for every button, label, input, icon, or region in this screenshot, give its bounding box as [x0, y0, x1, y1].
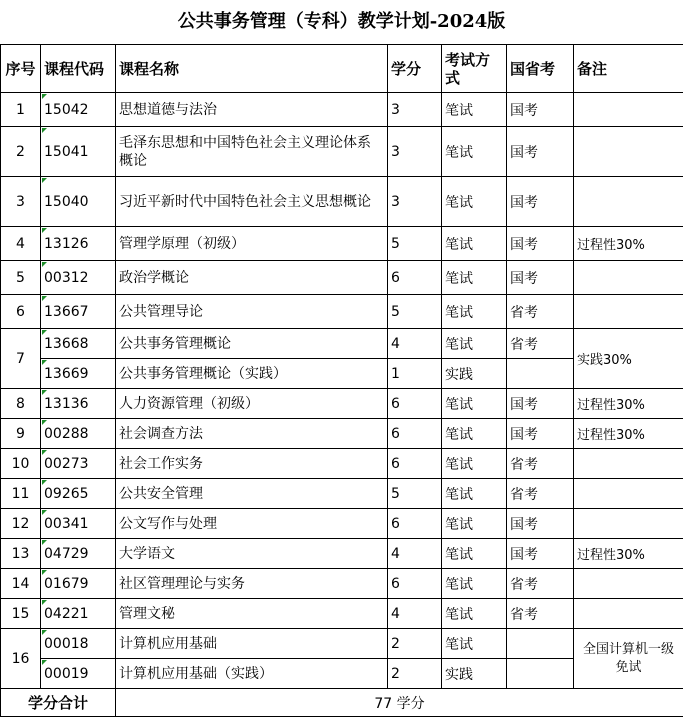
cell-code: 00288	[41, 419, 116, 449]
cell-note	[574, 569, 683, 599]
cell-level: 国考	[507, 261, 574, 295]
cell-code: 04729	[41, 539, 116, 569]
cell-seq: 3	[1, 177, 41, 227]
cell-note	[574, 449, 683, 479]
cell-name: 公共管理导论	[116, 295, 388, 329]
cell-name: 计算机应用基础	[116, 629, 388, 659]
cell-credit: 3	[388, 177, 442, 227]
cell-code: 15040	[41, 177, 116, 227]
cell-code: 13126	[41, 227, 116, 261]
cell-credit: 3	[388, 93, 442, 127]
cell-credit: 2	[388, 659, 442, 689]
cell-method: 笔试	[442, 539, 507, 569]
cell-code: 13669	[41, 359, 116, 389]
table-row	[1, 539, 683, 569]
course-table	[0, 44, 683, 717]
table-row	[1, 127, 683, 177]
cell-code: 00273	[41, 449, 116, 479]
cell-credit: 4	[388, 329, 442, 359]
table-row	[1, 629, 683, 659]
cell-seq: 11	[1, 479, 41, 509]
header-name: 课程名称	[116, 45, 388, 93]
cell-name: 毛泽东思想和中国特色社会主义理论体系概论	[116, 127, 388, 177]
cell-code: 13668	[41, 329, 116, 359]
cell-code: 01679	[41, 569, 116, 599]
cell-code: 00341	[41, 509, 116, 539]
cell-name: 思想道德与法治	[116, 93, 388, 127]
cell-level: 国考	[507, 177, 574, 227]
cell-method: 笔试	[442, 261, 507, 295]
header-note: 备注	[574, 45, 683, 93]
cell-level: 国考	[507, 127, 574, 177]
cell-level: 省考	[507, 599, 574, 629]
cell-method: 笔试	[442, 419, 507, 449]
cell-method: 笔试	[442, 629, 507, 659]
cell-credit: 5	[388, 295, 442, 329]
cell-method: 笔试	[442, 93, 507, 127]
cell-name: 社区管理理论与实务	[116, 569, 388, 599]
cell-note	[574, 479, 683, 509]
cell-credit: 4	[388, 539, 442, 569]
header-exam-method: 考试方式	[442, 45, 507, 93]
table-row	[1, 419, 683, 449]
cell-note	[574, 295, 683, 329]
cell-method: 笔试	[442, 479, 507, 509]
cell-name: 管理学原理（初级）	[116, 227, 388, 261]
cell-seq: 1	[1, 93, 41, 127]
cell-seq: 12	[1, 509, 41, 539]
cell-credit: 6	[388, 449, 442, 479]
cell-note: 过程性30%	[574, 539, 683, 569]
cell-credit: 6	[388, 419, 442, 449]
cell-name: 公文写作与处理	[116, 509, 388, 539]
table-row	[1, 261, 683, 295]
cell-credit: 6	[388, 261, 442, 295]
cell-note: 过程性30%	[574, 419, 683, 449]
cell-level	[507, 629, 574, 659]
cell-method: 笔试	[442, 227, 507, 261]
cell-seq: 16	[1, 629, 41, 689]
header-row	[1, 45, 683, 93]
cell-level	[507, 659, 574, 689]
cell-credit: 5	[388, 479, 442, 509]
cell-code: 13136	[41, 389, 116, 419]
table-row	[1, 389, 683, 419]
cell-method: 笔试	[442, 177, 507, 227]
cell-code: 00019	[41, 659, 116, 689]
header-seq: 序号	[1, 45, 41, 93]
table-row	[1, 509, 683, 539]
cell-name: 习近平新时代中国特色社会主义思想概论	[116, 177, 388, 227]
cell-seq: 14	[1, 569, 41, 599]
cell-note: 实践30%	[574, 329, 683, 389]
cell-credit: 6	[388, 569, 442, 599]
cell-note	[574, 261, 683, 295]
cell-name: 管理文秘	[116, 599, 388, 629]
cell-method: 笔试	[442, 295, 507, 329]
cell-seq: 5	[1, 261, 41, 295]
cell-name: 公共事务管理概论（实践）	[116, 359, 388, 389]
cell-method: 笔试	[442, 389, 507, 419]
cell-seq: 6	[1, 295, 41, 329]
table-row	[1, 329, 683, 359]
cell-level	[507, 359, 574, 389]
cell-name: 公共事务管理概论	[116, 329, 388, 359]
cell-name: 公共安全管理	[116, 479, 388, 509]
cell-name: 政治学概论	[116, 261, 388, 295]
cell-level: 国考	[507, 419, 574, 449]
cell-credit: 1	[388, 359, 442, 389]
table-row	[1, 599, 683, 629]
cell-method: 笔试	[442, 569, 507, 599]
cell-credit: 6	[388, 389, 442, 419]
header-code: 课程代码	[41, 45, 116, 93]
cell-credit: 2	[388, 629, 442, 659]
cell-method: 笔试	[442, 599, 507, 629]
cell-method: 笔试	[442, 449, 507, 479]
cell-name: 社会工作实务	[116, 449, 388, 479]
cell-level: 国考	[507, 539, 574, 569]
table-row	[1, 479, 683, 509]
cell-seq: 8	[1, 389, 41, 419]
cell-code: 15041	[41, 127, 116, 177]
header-level: 国省考	[507, 45, 574, 93]
total-value: 77 学分	[116, 689, 683, 717]
cell-seq: 7	[1, 329, 41, 389]
cell-code: 04221	[41, 599, 116, 629]
cell-seq: 2	[1, 127, 41, 177]
table-row	[1, 569, 683, 599]
cell-note	[574, 599, 683, 629]
cell-level: 国考	[507, 93, 574, 127]
cell-seq: 10	[1, 449, 41, 479]
cell-note: 全国计算机一级免试	[574, 629, 683, 689]
cell-note	[574, 93, 683, 127]
cell-code: 09265	[41, 479, 116, 509]
cell-level: 省考	[507, 569, 574, 599]
cell-name: 计算机应用基础（实践）	[116, 659, 388, 689]
cell-seq: 15	[1, 599, 41, 629]
header-credit: 学分	[388, 45, 442, 93]
cell-name: 大学语文	[116, 539, 388, 569]
cell-credit: 6	[388, 509, 442, 539]
cell-level: 国考	[507, 389, 574, 419]
cell-code: 00018	[41, 629, 116, 659]
table-row	[1, 177, 683, 227]
cell-name: 社会调查方法	[116, 419, 388, 449]
total-label: 学分合计	[1, 689, 116, 717]
cell-note	[574, 127, 683, 177]
cell-note	[574, 509, 683, 539]
cell-code: 13667	[41, 295, 116, 329]
cell-seq: 13	[1, 539, 41, 569]
cell-method: 实践	[442, 659, 507, 689]
cell-method: 笔试	[442, 509, 507, 539]
table-row	[1, 295, 683, 329]
cell-code: 00312	[41, 261, 116, 295]
cell-credit: 3	[388, 127, 442, 177]
cell-method: 笔试	[442, 329, 507, 359]
cell-note: 过程性30%	[574, 389, 683, 419]
cell-note: 过程性30%	[574, 227, 683, 261]
cell-code: 15042	[41, 93, 116, 127]
cell-seq: 9	[1, 419, 41, 449]
cell-method: 笔试	[442, 127, 507, 177]
cell-level: 省考	[507, 329, 574, 359]
total-row	[1, 689, 683, 717]
page-title: 公共事务管理（专科）教学计划-2024版	[177, 11, 506, 32]
cell-note	[574, 177, 683, 227]
table-row	[1, 93, 683, 127]
cell-credit: 5	[388, 227, 442, 261]
cell-name: 人力资源管理（初级）	[116, 389, 388, 419]
cell-level: 省考	[507, 295, 574, 329]
cell-method: 实践	[442, 359, 507, 389]
table-row	[1, 227, 683, 261]
cell-seq: 4	[1, 227, 41, 261]
table-row	[1, 449, 683, 479]
cell-level: 省考	[507, 479, 574, 509]
cell-level: 省考	[507, 449, 574, 479]
cell-credit: 4	[388, 599, 442, 629]
cell-level: 国考	[507, 509, 574, 539]
cell-level: 国考	[507, 227, 574, 261]
